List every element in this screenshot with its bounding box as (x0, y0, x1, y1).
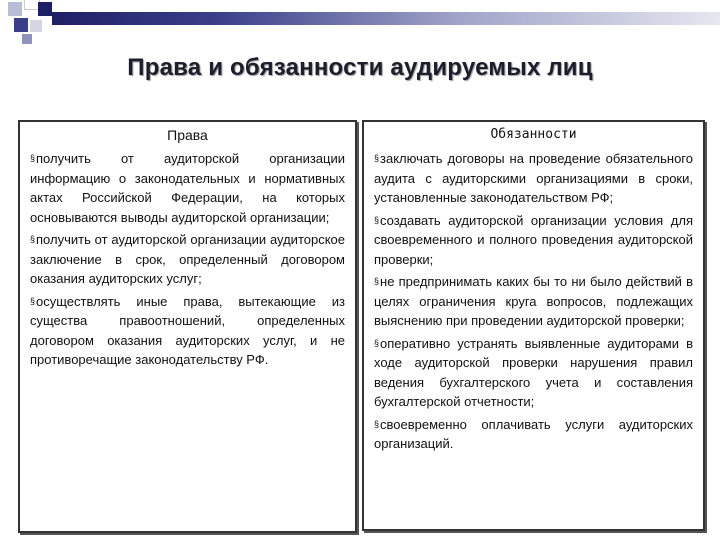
obligations-item: §не предпринимать каких бы то ни было действий в целях ограничения круга вопросов, подлежащих выяснению при проведении аудиторской проверки; (374, 274, 693, 328)
bullet-icon: § (374, 214, 380, 225)
rights-heading: Права (167, 127, 208, 143)
bullet-icon: § (374, 337, 380, 348)
bullet-icon: § (374, 153, 380, 163)
obligations-item: §оперативно устранять выявленные аудиторами в ходе аудиторской проверки нарушения правил ведения бухгалтерского учета и составления бухгалтерской отчетности; (374, 335, 693, 409)
rights-item: §получить от аудиторской организации информацию о законодательных и нормативных актах Российской Федерации, на которых основываются выводы аудиторской организации; (30, 151, 345, 225)
obligations-column (362, 120, 705, 531)
bullet-icon: § (374, 418, 380, 429)
header-gradient-bar (52, 12, 720, 25)
rights-column (18, 120, 357, 533)
rights-item: §осуществлять иные права, вытекающие из существа правоотношений, определенных договором оказания аудиторских услуг, и не противоречащие законодательству РФ. (30, 293, 345, 367)
obligations-heading: Обязанности (490, 127, 577, 142)
obligations-item: §заключать договоры на проведение обязательного аудита с аудиторскими организациями в сроки, установленные законодательством РФ; (374, 151, 693, 205)
slide-title: Права и обязанности аудируемых лиц (127, 54, 593, 81)
obligations-item: §своевременно оплачивать услуги аудиторских организаций. (374, 416, 693, 451)
rights-item: §получить от аудиторской организации аудиторское заключение в срок, определенный договором оказания аудиторских услуг; (30, 232, 345, 286)
bullet-icon: § (30, 234, 36, 244)
obligations-item: §создавать аудиторской организации условия для своевременного и полного проведения аудиторской проверки; (374, 212, 693, 267)
bullet-icon: § (30, 295, 36, 306)
bullet-icon: § (374, 276, 380, 286)
bullet-icon: § (30, 153, 36, 163)
